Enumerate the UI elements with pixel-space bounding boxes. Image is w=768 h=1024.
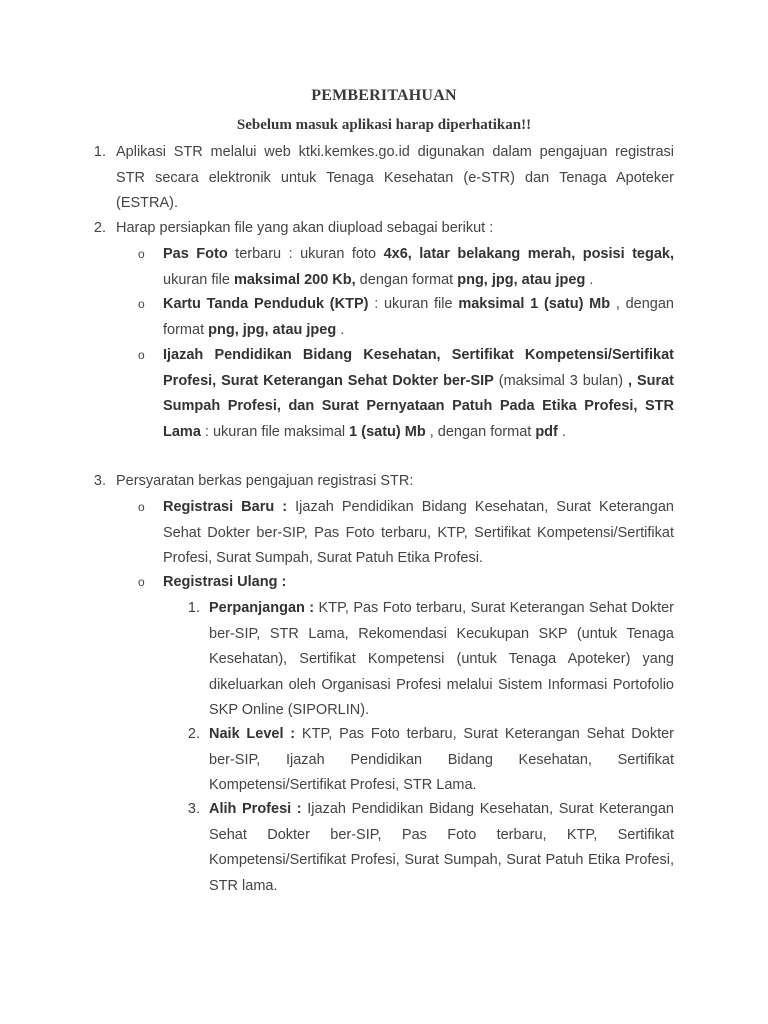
bold-text: maksimal 1 (satu) Mb (458, 296, 611, 312)
bullet-marker: o (138, 348, 145, 362)
bullet-text (163, 343, 674, 445)
list-item-text: Persyaratan berkas pengajuan registrasi STR: (116, 473, 414, 489)
bold-text: maksimal 200 Kb, (233, 271, 356, 288)
plain-text: terbaru : ukuran foto (227, 246, 384, 262)
list-item-text: Aplikasi STR melalui web ktki.kemkes.go.id digunakan dalam pengajuan registrasi STR secara elektronik untuk Tenaga Kesehatan (e-STR) dan Tenaga Apoteker (ESTRA). (116, 144, 674, 212)
bullet-text (163, 570, 674, 596)
bullet-text (163, 292, 674, 343)
plain-text: Ijazah Pendidikan Bidang Kesehatan, Surat Keterangan Sehat Dokter ber-SIP, Pas Foto terbaru, KTP, Sertifikat Kompetensi/Sertifikat Profesi, Surat Sumpah, Surat Patuh Etika Profesi, STR lama. (209, 801, 675, 894)
list-item-number: 3. (93, 473, 106, 489)
bullet-text (163, 242, 674, 293)
bullet-marker: o (138, 297, 145, 311)
bold-text: Alih Profesi : (209, 801, 302, 817)
bold-text: pdf (535, 423, 558, 440)
bold-text: png, jpg, atau jpeg (457, 271, 586, 288)
sub-item-number: 2. (187, 726, 200, 742)
bullet-marker: o (138, 247, 145, 261)
sub-item-number: 1. (187, 600, 200, 616)
bold-text: Kartu Tanda Penduduk (KTP) (163, 296, 369, 312)
bold-text: , Surat Sumpah Profesi, dan Surat Pernyataan Patuh Pada Etika Profesi, STR Lama (163, 372, 675, 440)
bold-text: Registrasi Baru : (163, 499, 288, 515)
plain-text: , dengan format (425, 423, 536, 440)
plain-text: ukuran file (163, 271, 234, 288)
bold-text: 4x6, latar belakang merah, posisi tegak, (383, 246, 674, 262)
list-item-text: Harap persiapkan file yang akan diupload sebagai berikut : (116, 220, 494, 236)
plain-text: dengan format (355, 271, 458, 288)
bold-text: Perpanjangan : (209, 600, 315, 616)
plain-text: Ijazah Pendidikan Bidang Kesehatan, Surat Keterangan Sehat Dokter ber-SIP, Pas Foto terbaru, KTP, Sertifikat Kompetensi/Sertifikat Profesi, Surat Sumpah, Surat Patuh Etika Profesi. (163, 499, 674, 567)
page-title: PEMBERITAHUAN (311, 87, 457, 104)
plain-text: KTP, Pas Foto terbaru, Surat Keterangan Sehat Dokter ber-SIP, Ijazah Pendidikan Bidang Kesehatan, Sertifikat Kompetensi/Sertifikat Profesi, STR Lama. (209, 726, 675, 794)
sub-item-text (209, 722, 674, 799)
plain-text: : ukuran file maksimal (200, 423, 350, 440)
plain-text: , dengan format (163, 296, 674, 338)
plain-text: . (336, 321, 345, 338)
bold-text: Pas Foto (163, 246, 228, 262)
page-subtitle: Sebelum masuk aplikasi harap diperhatikan!! (236, 117, 532, 133)
plain-text: . (585, 271, 594, 288)
plain-text: . (557, 423, 566, 440)
bold-text: Ijazah Pendidikan Bidang Kesehatan, Sertifikat Kompetensi/Sertifikat Profesi, Surat Keterangan Sehat Dokter ber-SIP (163, 347, 674, 389)
bullet-marker: o (138, 575, 145, 589)
bold-text: 1 (satu) Mb (349, 423, 426, 440)
bold-text: Registrasi Ulang : (163, 574, 287, 590)
sub-item-text (209, 797, 674, 899)
bullet-marker: o (138, 500, 145, 514)
sub-item-text (209, 596, 674, 724)
list-item-number: 1. (93, 144, 106, 160)
bold-text: png, jpg, atau jpeg (208, 321, 337, 338)
plain-text: KTP, Pas Foto terbaru, Surat Keterangan Sehat Dokter ber-SIP, STR Lama, Rekomendasi Kecukupan SKP (untuk Tenaga Kesehatan), Sertifikat Kompetensi (untuk Tenaga Apoteker) yang dikeluarkan oleh Organisasi Profesi melalui Sistem Informasi Portofolio SKP Online (SIPORLIN). (209, 600, 675, 719)
bullet-text (163, 495, 674, 572)
plain-text: (maksimal 3 bulan) (493, 372, 628, 389)
plain-text: : ukuran file (368, 296, 459, 312)
sub-item-number: 3. (187, 801, 200, 817)
list-item-number: 2. (93, 220, 106, 236)
bold-text: Naik Level : (209, 726, 296, 742)
